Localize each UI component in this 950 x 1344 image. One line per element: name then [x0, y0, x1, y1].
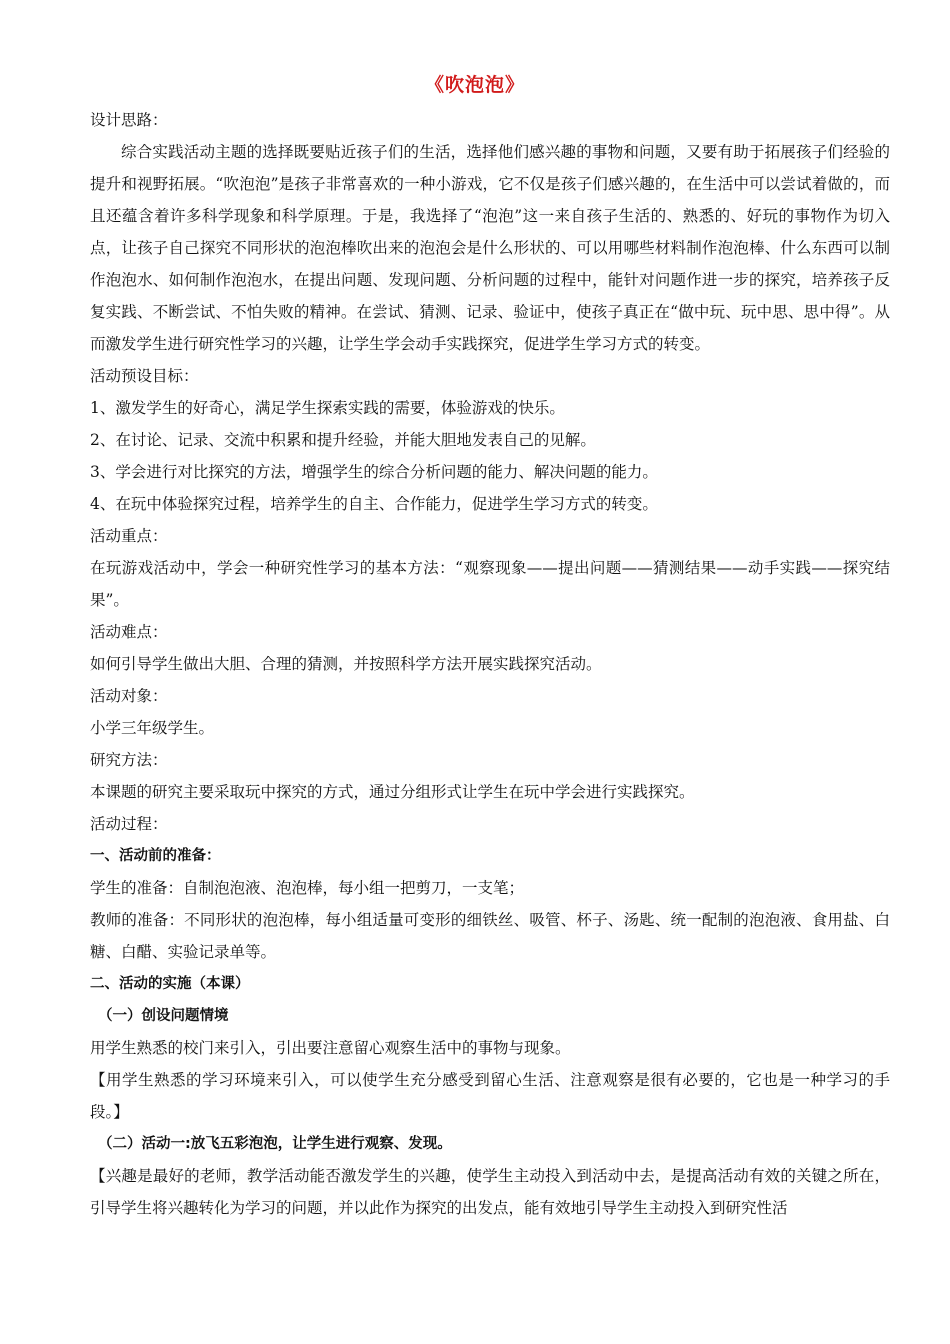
document-title: 《吹泡泡》	[424, 74, 525, 96]
difficulty-paragraph: 如何引导学生做出大胆、合理的猜测，并按照科学方法开展实践探究活动。	[90, 655, 602, 673]
process-label: 活动过程：	[90, 815, 168, 833]
goals-label: 活动预设目标：	[90, 367, 199, 385]
goal-item: 1、激发学生的好奇心，满足学生探索实践的需要，体验游戏的快乐。	[90, 399, 565, 417]
target-label: 活动对象：	[90, 687, 168, 705]
subsection-2-note: 【兴趣是最好的老师，教学活动能否激发学生的兴趣，使学生主动投入到活动中去，是提高活动有效的关键之所在，引导学生将兴趣转化为学习的问题，并以此作为探究的出发点，能有效地引导学生主动投入到研究性活	[90, 1167, 890, 1217]
goal-item: 3、学会进行对比探究的方法，增强学生的综合分析问题的能力、解决问题的能力。	[90, 463, 658, 481]
subsection-1-heading: （一）创设问题情境	[98, 1008, 229, 1024]
key-paragraph: 在玩游戏活动中，学会一种研究性学习的基本方法：“观察现象——提出问题——猜测结果——动手实践——探究结果”。	[90, 559, 890, 609]
method-label: 研究方法：	[90, 751, 168, 769]
prep-heading: 一、活动前的准备：	[90, 848, 221, 864]
subsection-1-text: 用学生熟悉的校门来引入，引出要注意留心观察生活中的事物与现象。	[90, 1039, 571, 1057]
prep-teacher: 教师的准备：不同形状的泡泡棒，每小组适量可变形的细铁丝、吸管、杯子、汤匙、统一配制的泡泡液、食用盐、白糖、白醋、实验记录单等。	[90, 911, 890, 961]
implementation-heading: 二、活动的实施（本课）	[90, 976, 250, 992]
design-label: 设计思路：	[90, 111, 168, 129]
key-label: 活动重点：	[90, 527, 168, 545]
design-paragraph: 综合实践活动主题的选择既要贴近孩子们的生活，选择他们感兴趣的事物和问题，又要有助于拓展孩子们经验的提升和视野拓展。“吹泡泡”是孩子非常喜欢的一种小游戏，它不仅是孩子们感兴趣的，在生活中可以尝试着做的，而且还蕴含着许多科学现象和科学原理。于是，我选择了“泡泡”这一来自孩子生活的、熟悉的、好玩的事物作为切入点，让孩子自己探究不同形状的泡泡棒吹出来的泡泡会是什么形状的、可以用哪些材料制作泡泡棒、什么东西可以制作泡泡水、如何制作泡泡水，在提出问题、发现问题、分析问题的过程中，能针对问题作进一步的探究，培养孩子反复实践、不断尝试、不怕失败的精神。在尝试、猜测、记录、验证中，使孩子真正在“做中玩、玩中思、思中得”。从而激发学生进行研究性学习的兴趣，让学生学会动手实践探究，促进学生学习方式的转变。	[90, 143, 890, 353]
method-paragraph: 本课题的研究主要采取玩中探究的方式，通过分组形式让学生在玩中学会进行实践探究。	[90, 783, 695, 801]
subsection-2-heading: （二）活动一:放飞五彩泡泡，让学生进行观察、发现。	[98, 1136, 452, 1152]
difficulty-label: 活动难点：	[90, 623, 168, 641]
subsection-1-note: 【用学生熟悉的学习环境来引入，可以使学生充分感受到留心生活、注意观察是很有必要的，它也是一种学习的手段。】	[90, 1071, 890, 1121]
goal-item: 4、在玩中体验探究过程，培养学生的自主、合作能力，促进学生学习方式的转变。	[90, 495, 658, 513]
document-body	[90, 104, 890, 1224]
goal-item: 2、在讨论、记录、交流中积累和提升经验，并能大胆地发表自己的见解。	[90, 431, 596, 449]
target-paragraph: 小学三年级学生。	[90, 719, 215, 737]
prep-students: 学生的准备：自制泡泡液、泡泡棒，每小组一把剪刀，一支笔；	[90, 879, 525, 897]
